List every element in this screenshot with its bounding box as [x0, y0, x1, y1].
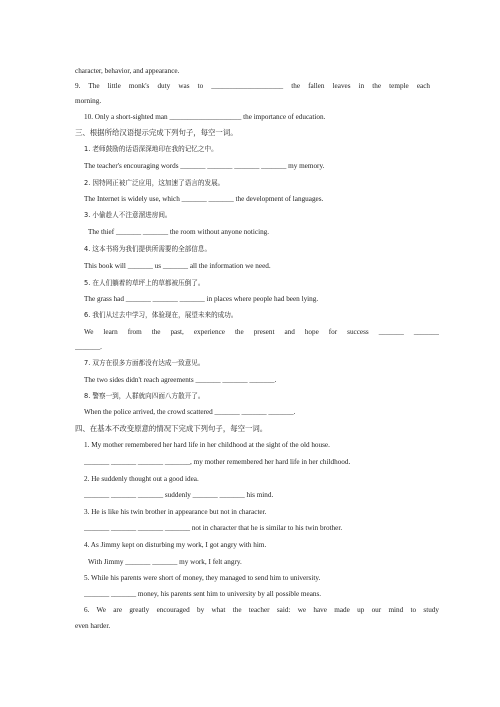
text-line: We learn from the past, experience the present and hope for success _______ _______: [84, 328, 439, 336]
text-line: 三、根据所给汉语提示完成下列句子，每空一词。: [75, 128, 238, 137]
text-line: The thief _______ _______ the room without anyone noticing.: [88, 228, 270, 236]
text-line-first: character, behavior, and appearance.: [75, 67, 180, 75]
text-line: 1. 老师鼓励的话语深深地印在我的记忆之中。: [84, 145, 218, 153]
text-line: 9. The little monk's duty was to ____________________ the fallen leaves in the temple each: [75, 82, 430, 90]
text-line: 4. 这本书将为我们提供所需要的全部信息。: [84, 245, 212, 253]
text-line: 3. 小偷趁人不注意溜进房间。: [84, 211, 172, 219]
text-line: 7. 双方在很多方面都没有达成一致意见。: [84, 359, 205, 367]
text-line: 3. He is like his twin brother in appearance but not in character.: [84, 508, 267, 516]
text-line: even harder.: [75, 622, 111, 630]
text-line: 2. He suddenly thought out a good idea.: [84, 475, 199, 483]
text-line: _______ _______ _______ suddenly _______ _______ his mind.: [84, 491, 274, 499]
text-line: 5. While his parents were short of money, they managed to send him to university.: [84, 574, 321, 582]
text-line: 5. 在人们躺着的草坪上的草都被压倒了。: [84, 279, 205, 287]
text-line: This book will _______ us _______ all the information we need.: [84, 262, 271, 270]
text-line: When the police arrived, the crowd scattered _______ _______ _______.: [84, 408, 296, 416]
text-line: 4. As Jimmy kept on disturbing my work, I got angry with him.: [84, 541, 267, 549]
text-line: _______ _______ money, his parents sent him to university by all possible means.: [84, 590, 322, 598]
text-line: The teacher's encouraging words _______ _______ _______ _______ my memory.: [84, 162, 325, 170]
text-line: _______ _______ _______ _______, my mother remembered her hard life in her childhood.: [84, 458, 351, 466]
text-line: The grass had _______ _______ _______ in places where people had been lying.: [84, 295, 319, 303]
text-line: 8. 警察一到，人群就向四面八方散开了。: [84, 392, 205, 400]
text-line: _______ _______ _______ _______ not in character that he is similar to his twin brother.: [84, 524, 343, 532]
text-line: The two sides didn't reach agreements _______ _______ _______.: [84, 376, 277, 384]
text-line: 6. We are greatly encouraged by what the teacher said: we have made up our mind to study: [84, 606, 439, 614]
text-line: The Internet is widely use, which _______ _______ the development of languages.: [84, 195, 324, 203]
text-line: 1. My mother remembered her hard life in her childhood at the sight of the old house.: [84, 441, 330, 449]
text-line: 2. 因特网正被广泛应用，这加速了语言的发展。: [84, 179, 225, 187]
text-line: 6. 我们从过去中学习，体验现在，展望未来的成功。: [84, 311, 238, 319]
text-line: 10. Only a short-sighted man ____________________ the importance of education.: [84, 113, 326, 121]
text-line: _______.: [75, 343, 102, 351]
text-line: morning.: [75, 97, 102, 105]
text-line: 四、在基本不改变原意的情况下完成下列句子，每空一词。: [75, 424, 268, 433]
text-line: With Jimmy _______ _______ my work, I felt angry.: [88, 558, 242, 566]
